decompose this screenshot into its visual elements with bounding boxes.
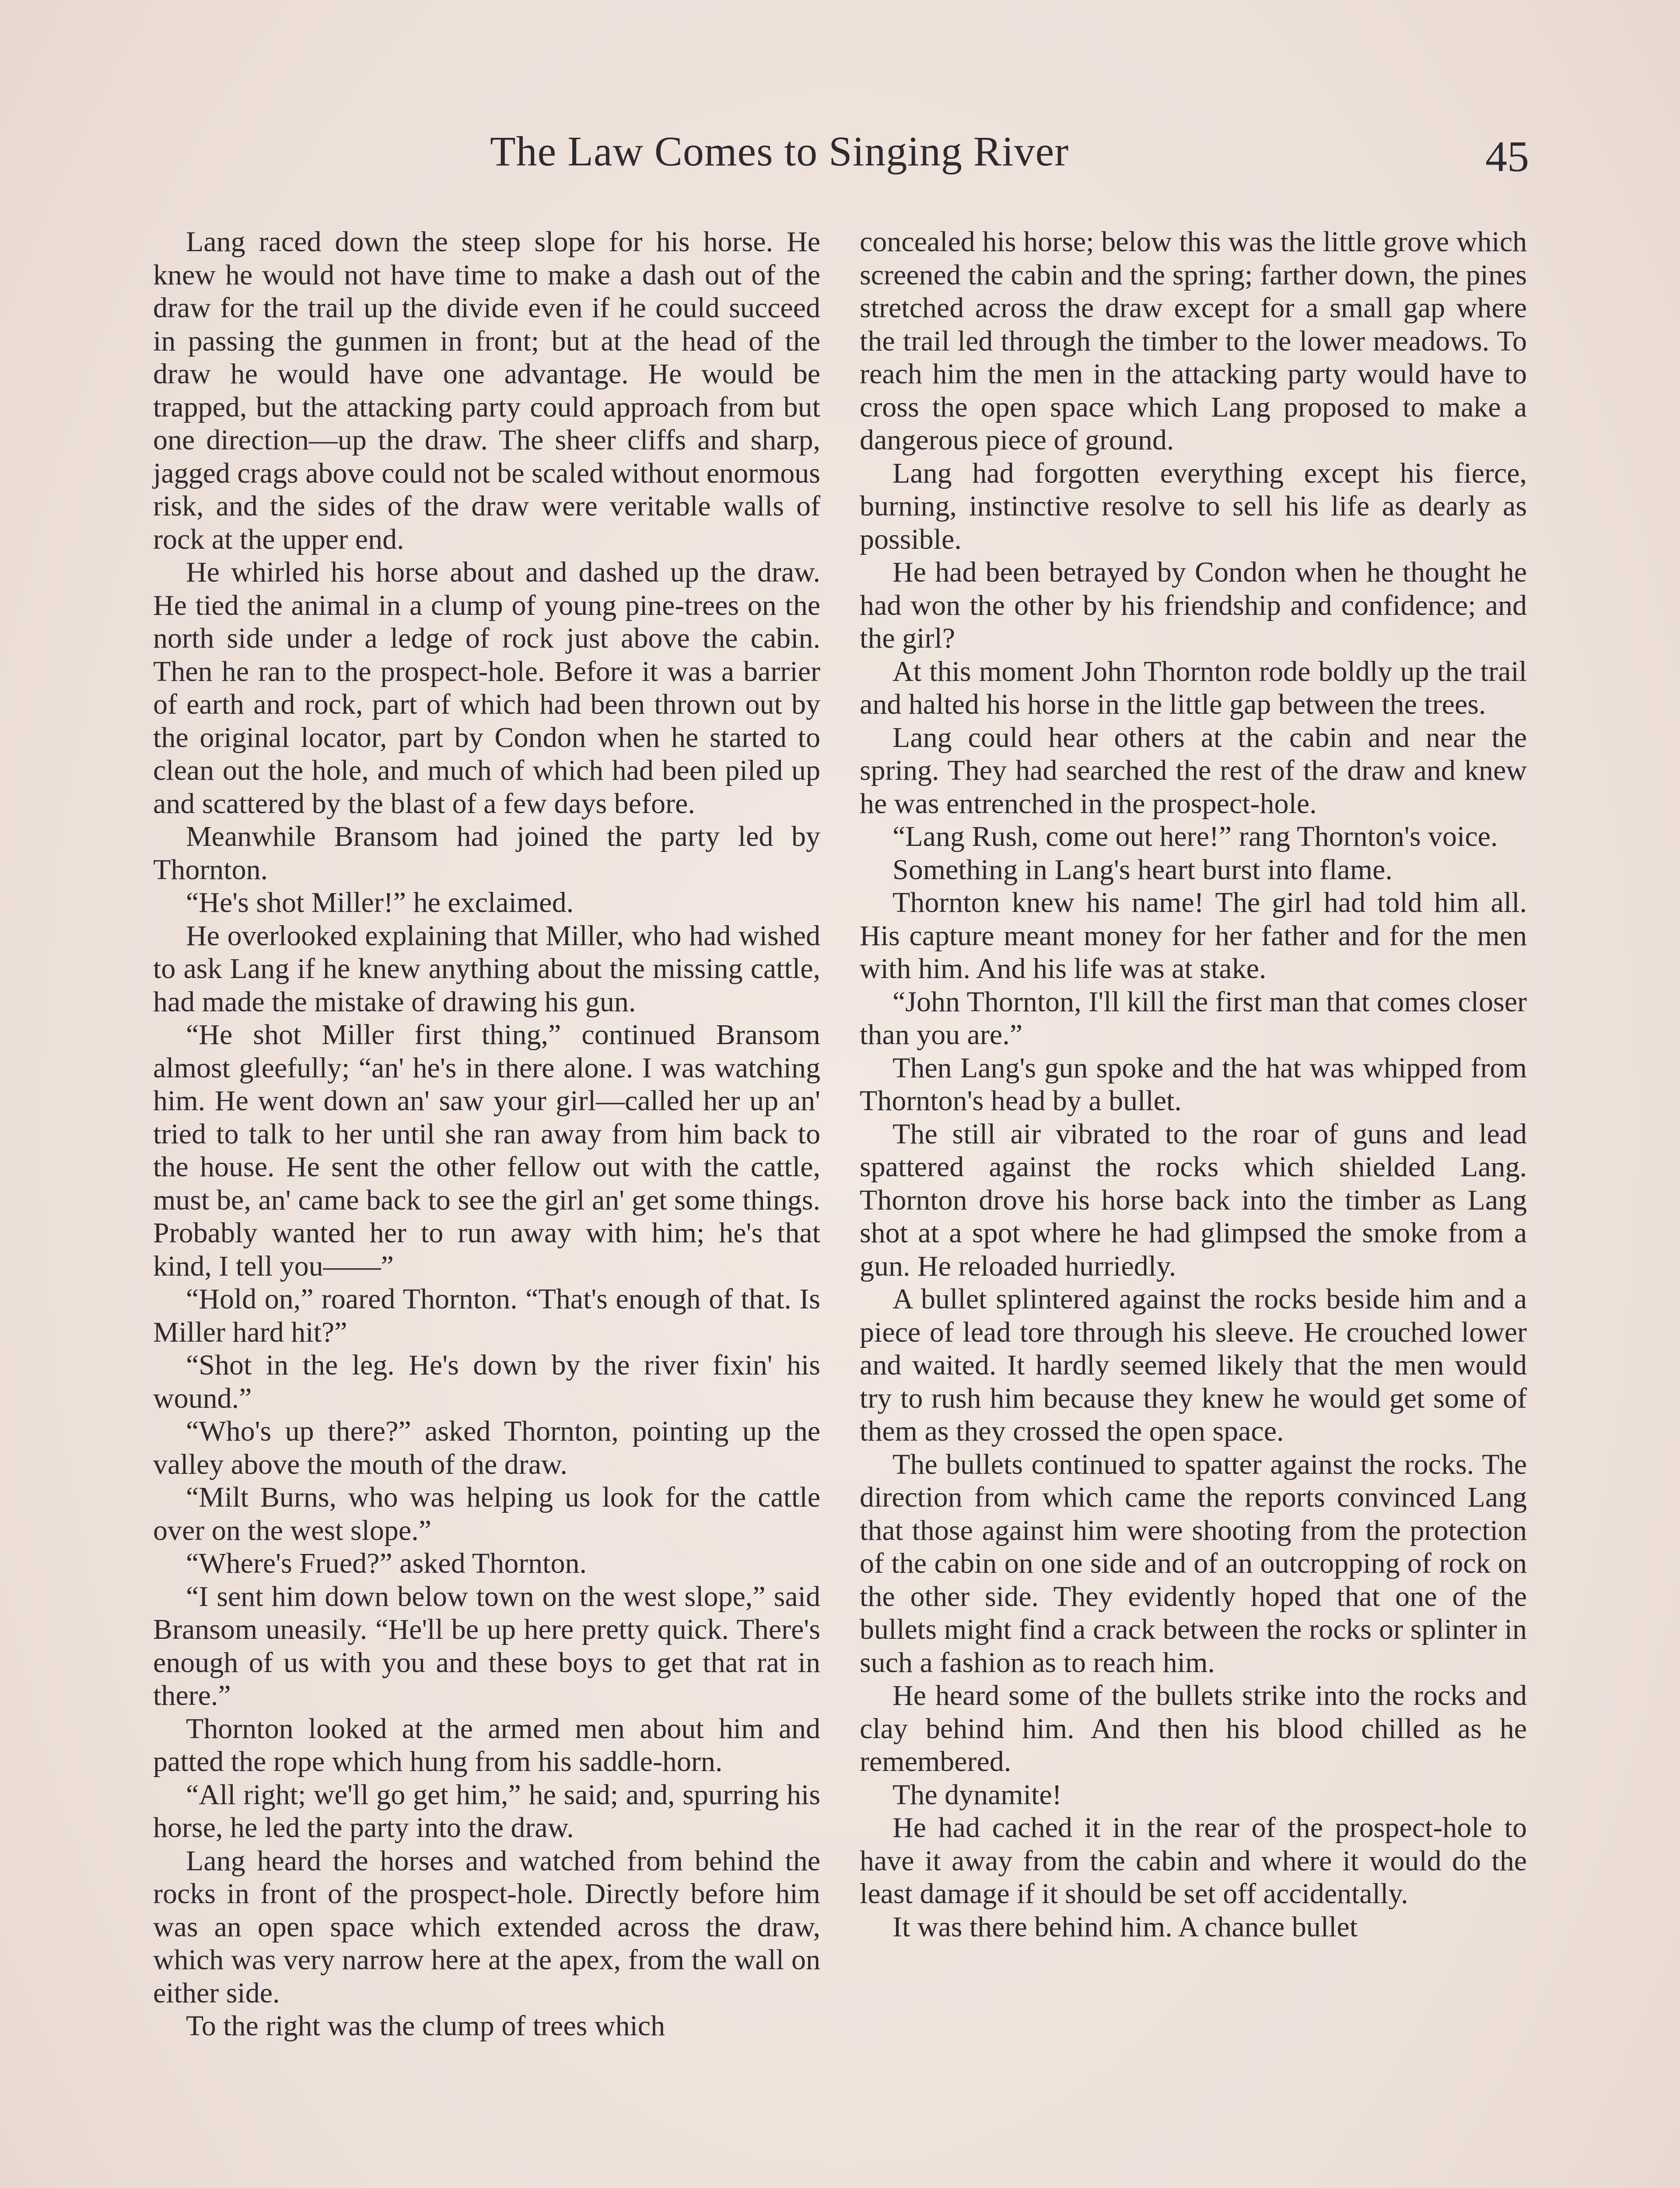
paragraph: To the right was the clump of trees which <box>186 2010 665 2042</box>
paragraph: Thornton knew his name! The girl had told him all. His capture meant money for her father and for the men with him. And his life was at stake. <box>860 887 1527 985</box>
paragraph: “All right; we'll go get him,” he said; and, spurring his horse, he led the party into the draw. <box>153 1778 820 1844</box>
paragraph: Something in Lang's heart burst into flame. <box>892 853 1393 886</box>
paragraph: “He shot Miller first thing,” continued Bransom almost gleefully; “an' he's in there alone. I was watching him. He went down an' saw your girl—called her up an' tried to talk to her until she ran away from him back to the house. He sent the other fellow out with the cattle, must be, an' came back to see the girl an' get some things. Probably wanted her to run away with him; he's that kind, I tell you——” <box>153 1019 820 1282</box>
right-column <box>860 225 1527 1943</box>
paragraph: It was there behind him. A chance bullet <box>892 1911 1358 1943</box>
paragraph: The bullets continued to spatter against the rocks. The direction from which came the reports convinced Lang that those against him were shooting from the protection of the cabin on one side and of an outcropping of rock on the other side. They evidently hoped that one of the bullets might find a crack between the rocks or splinter in such a fashion as to reach him. <box>860 1448 1527 1679</box>
paragraph: At this moment John Thornton rode boldly up the trail and halted his horse in the little gap between the trees. <box>860 655 1527 720</box>
paragraph: “I sent him down below town on the west slope,” said Bransom uneasily. “He'll be up here pretty quick. There's enough of us with you and these boys to get that rat in there.” <box>153 1580 820 1711</box>
paragraph: “Milt Burns, who was helping us look for the cattle over on the west slope.” <box>153 1481 820 1546</box>
paragraph: Lang had forgotten everything except his fierce, burning, instinctive resolve to sell his life as dearly as possible. <box>860 457 1527 555</box>
paragraph: A bullet splintered against the rocks beside him and a piece of lead tore through his sleeve. He crouched lower and waited. It hardly seemed likely that the men would try to rush him because they knew he would get some of them as they crossed the open space. <box>860 1283 1527 1447</box>
paragraph: Lang heard the horses and watched from behind the rocks in front of the prospect-hole. Directly before him was an open space which extended across the draw, which was very narrow here at the apex, from the wall on either side. <box>153 1844 820 2009</box>
paragraph: Then Lang's gun spoke and the hat was whipped from Thornton's head by a bullet. <box>860 1052 1527 1117</box>
paragraph: He had cached it in the rear of the prospect-hole to have it away from the cabin and where it would do the least damage if it should be set off accidentally. <box>860 1812 1527 1910</box>
paragraph-continued: concealed his horse; below this was the little grove which screened the cabin and the spring; farther down, the pines stretched across the draw except for a small gap where the trail led through the timber to the lower meadows. To reach him the men in the attacking party would have to cross the open space which Lang proposed to make a dangerous piece of ground. <box>860 226 1527 456</box>
paragraph: “Who's up there?” asked Thornton, pointing up the valley above the mouth of the draw. <box>153 1415 820 1480</box>
paragraph: Lang raced down the steep slope for his horse. He knew he would not have time to make a dash out of the draw for the trail up the divide even if he could succeed in passing the gunmen in front; but at the head of the draw he would have one advantage. He would be trapped, but the attacking party could approach from but one direction—up the draw. The sheer cliffs and sharp, jagged crags above could not be scaled without enormous risk, and the sides of the draw were veritable walls of rock at the upper end. <box>153 226 820 555</box>
paragraph: “Where's Frued?” asked Thornton. <box>186 1547 587 1579</box>
page-number: 45 <box>1485 132 1529 181</box>
running-head-title: The Law Comes to Singing River <box>490 128 1069 175</box>
paragraph: Meanwhile Bransom had joined the party led by Thornton. <box>153 820 820 886</box>
paragraph: Thornton looked at the armed men about him and patted the rope which hung from his saddle-horn. <box>153 1712 820 1778</box>
paragraph: “Lang Rush, come out here!” rang Thornton's voice. <box>892 820 1498 852</box>
left-column <box>153 225 820 2043</box>
paragraph: “Hold on,” roared Thornton. “That's enough of that. Is Miller hard hit?” <box>153 1283 820 1348</box>
paragraph: “He's shot Miller!” he exclaimed. <box>186 887 574 919</box>
paragraph: He whirled his horse about and dashed up the draw. He tied the animal in a clump of young pine-trees on the north side under a ledge of rock just above the cabin. Then he ran to the prospect-hole. Before it was a barrier of earth and rock, part of which had been thrown out by the original locator, part by Condon when he started to clean out the hole, and much of which had been piled up and scattered by the blast of a few days before. <box>153 556 820 820</box>
paragraph: He heard some of the bullets strike into the rocks and clay behind him. And then his blood chilled as he remembered. <box>860 1680 1527 1778</box>
paragraph: “Shot in the leg. He's down by the river fixin' his wound.” <box>153 1349 820 1414</box>
paragraph: He had been betrayed by Condon when he thought he had won the other by his friendship and confidence; and the girl? <box>860 556 1527 654</box>
paragraph: The dynamite! <box>892 1778 1062 1811</box>
paragraph: He overlooked explaining that Miller, who had wished to ask Lang if he knew anything about the missing cattle, had made the mistake of drawing his gun. <box>153 919 820 1018</box>
paragraph: The still air vibrated to the roar of guns and lead spattered against the rocks which shielded Lang. Thornton drove his horse back into the timber as Lang shot at a spot where he had glimpsed the smoke from a gun. He reloaded hurriedly. <box>860 1118 1527 1282</box>
paragraph: Lang could hear others at the cabin and near the spring. They had searched the rest of the draw and knew he was entrenched in the prospect-hole. <box>860 721 1527 820</box>
paragraph: “John Thornton, I'll kill the first man that comes closer than you are.” <box>860 985 1527 1051</box>
